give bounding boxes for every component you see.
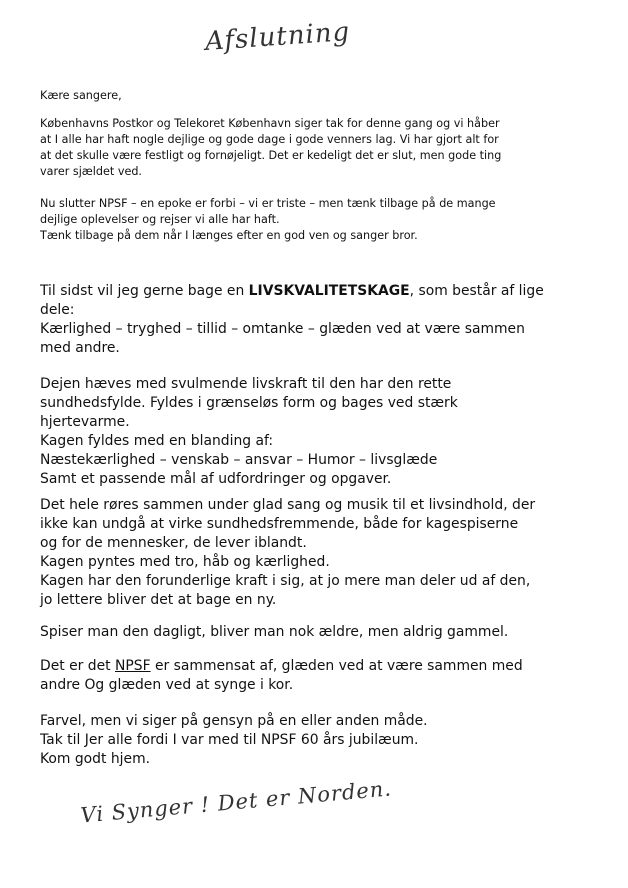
text-segment: er sammensat af, glæden ved at være sammen med [150, 658, 523, 674]
paragraph-line: Kagen har den forunderlige kraft i sig, at jo mere man deler ud af den, [40, 573, 531, 589]
paragraph-line: at I alle har haft nogle dejlige og gode dage i gode venners lag. Vi har gjort alt for [40, 133, 499, 146]
paragraph-line: jo lettere bliver det at bage en ny. [40, 592, 277, 608]
paragraph-line: Kom godt hjem. [40, 751, 151, 767]
paragraph-npsf [40, 657, 596, 695]
paragraph-mixing [40, 496, 596, 610]
paragraph-line: Næstekærlighed – venskab – ansvar – Humor – livsglæde [40, 452, 438, 468]
paragraph-line: Kærlighed – tryghed – tillid – omtanke – glæden ved at være sammen [40, 321, 525, 337]
paragraph-line [40, 282, 596, 301]
paragraph-line: sundhedsfylde. Fyldes i grænseløs form og bages ved stærk [40, 395, 458, 411]
greeting-text: Kære sangere, [40, 89, 122, 102]
paragraph-line: Samt et passende mål af udfordringer og opgaver. [40, 471, 392, 487]
paragraph-farewell [40, 712, 596, 769]
paragraph-line: med andre. [40, 340, 120, 356]
paragraph-line: dejlige oplevelser og rejser vi alle har haft. [40, 213, 280, 226]
greeting [40, 88, 596, 104]
paragraph-line: andre Og glæden ved at synge i kor. [40, 677, 294, 693]
paragraph-line: Tak til Jer alle fordi I var med til NPSF 60 års jubilæum. [40, 732, 419, 748]
paragraph-line: ikke kan undgå at virke sundhedsfremmende, både for kagespiserne [40, 516, 519, 532]
paragraph-line: og for de mennesker, de lever iblandt. [40, 535, 307, 551]
paragraph-npsf-ends [40, 196, 596, 244]
handwritten-heading: Afslutning [204, 16, 352, 58]
paragraph-thanks [40, 116, 596, 180]
text-segment: Til sidst vil jeg gerne bage en [40, 283, 249, 299]
paragraph-line: Det hele røres sammen under glad sang og musik til et livsindhold, der [40, 497, 536, 513]
text-segment: Det er det [40, 658, 116, 674]
paragraph-line: Tænk tilbage på dem når I længes efter en god ven og sanger bror. [40, 229, 418, 242]
paragraph-line: Dejen hæves med svulmende livskraft til den har den rette [40, 376, 452, 392]
paragraph-dough [40, 375, 596, 489]
paragraph-line: Farvel, men vi siger på gensyn på en eller anden måde. [40, 713, 428, 729]
cake-name-bold: LIVSKVALITETSKAGE [248, 283, 410, 299]
paragraph-line: hjertevarme. [40, 414, 130, 430]
handwritten-signoff: Vi Synger ! Det er Norden. [79, 776, 393, 828]
npsf-underlined: NPSF [115, 658, 151, 674]
paragraph-line: dele: [40, 302, 75, 318]
paragraph-line: Spiser man den dagligt, bliver man nok ældre, men aldrig gammel. [40, 624, 509, 640]
paragraph-line: at det skulle være festligt og fornøjeligt. Det er kedeligt det er slut, men gode ting [40, 149, 502, 162]
paragraph-line: Københavns Postkor og Telekoret København siger tak for denne gang og vi håber [40, 117, 500, 130]
paragraph-line: Kagen fyldes med en blanding af: [40, 433, 274, 449]
paragraph-line: Kagen pyntes med tro, håb og kærlighed. [40, 554, 330, 570]
paragraph-daily [40, 623, 596, 642]
paragraph-line: varer sjældet ved. [40, 165, 142, 178]
text-segment: , som består af lige [409, 283, 544, 299]
paragraph-line: Nu slutter NPSF – en epoke er forbi – vi er triste – men tænk tilbage på de mange [40, 197, 496, 210]
paragraph-line [40, 657, 596, 676]
paragraph-cake-intro [40, 282, 596, 358]
